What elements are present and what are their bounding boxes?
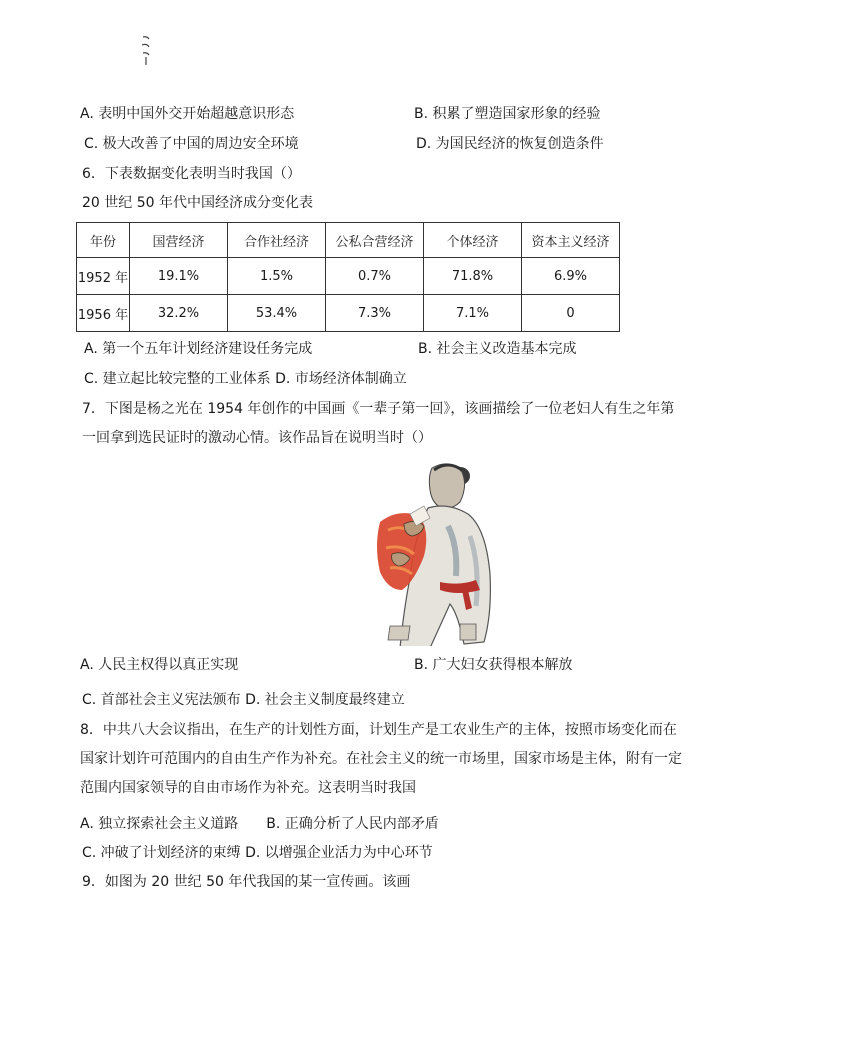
- table-cell: 1952 年: [77, 258, 130, 295]
- q5-option-a: A. 表明中国外交开始超越意识形态: [80, 106, 295, 122]
- economy-table: [76, 222, 620, 332]
- table-cell: 7.3%: [326, 295, 424, 332]
- q6-stem: 6．下表数据变化表明当时我国（）: [82, 166, 301, 182]
- q6-option-b: B. 社会主义改造基本完成: [418, 341, 577, 357]
- table-header-cell: 国营经济: [130, 223, 228, 258]
- painting-elderly-woman: [370, 456, 494, 646]
- q5-option-d: D. 为国民经济的恢复创造条件: [416, 136, 604, 152]
- table-cell: 6.9%: [522, 258, 620, 295]
- q6-table-title: 20 世纪 50 年代中国经济成分变化表: [82, 195, 313, 211]
- q5-option-b: B. 积累了塑造国家形象的经验: [414, 106, 601, 122]
- table-cell: 19.1%: [130, 258, 228, 295]
- q7-option-b: B. 广大妇女获得根本解放: [414, 657, 573, 673]
- table-header-cell: 年份: [77, 223, 130, 258]
- q7-stem-line1: 7．下图是杨之光在 1954 年创作的中国画《一辈子第一回》，该画描绘了一位老妇人有生之年第: [82, 401, 675, 417]
- table-header-row: [77, 223, 620, 258]
- q7-stem-line2: 一回拿到选民证时的激动心情。该作品旨在说明当时（）: [82, 430, 432, 446]
- table-row: [77, 295, 620, 332]
- q7-option-cd: C. 首部社会主义宪法颁布 D. 社会主义制度最终建立: [82, 692, 405, 708]
- q8-option-ab: A. 独立探索社会主义道路 B. 正确分析了人民内部矛盾: [80, 816, 439, 832]
- table-cell: 7.1%: [424, 295, 522, 332]
- table-cell: 32.2%: [130, 295, 228, 332]
- q8-stem-line1: 8．中共八大会议指出，在生产的计划性方面，计划生产是工农业生产的主体，按照市场变化而在: [80, 722, 677, 738]
- q8-stem-line3: 范围内国家领导的自由市场作为补充。这表明当时我国: [80, 780, 416, 796]
- q7-option-a: A. 人民主权得以真正实现: [80, 657, 239, 673]
- table-row: [77, 258, 620, 295]
- q5-option-c: C. 极大改善了中国的周边安全环境: [84, 136, 299, 152]
- table-cell: 1956 年: [77, 295, 130, 332]
- q6-option-cd: C. 建立起比较完整的工业体系 D. 市场经济体制确立: [84, 371, 407, 387]
- q8-option-cd: C. 冲破了计划经济的束缚 D. 以增强企业活力为中心环节: [82, 845, 433, 861]
- table-cell: 1.5%: [228, 258, 326, 295]
- table-cell: 53.4%: [228, 295, 326, 332]
- table-header-cell: 个体经济: [424, 223, 522, 258]
- table-header-cell: 资本主义经济: [522, 223, 620, 258]
- q9-stem: 9．如图为 20 世纪 50 年代我国的某一宣传画。该画: [82, 874, 411, 890]
- q6-option-a: A. 第一个五年计划经济建设任务完成: [84, 341, 313, 357]
- q8-stem-line2: 国家计划许可范围内的自由生产作为补充。在社会主义的统一市场里，国家市场是主体，附有一定: [80, 751, 682, 767]
- table-header-cell: 合作社经济: [228, 223, 326, 258]
- table-cell: 0.7%: [326, 258, 424, 295]
- table-header-cell: 公私合营经济: [326, 223, 424, 258]
- table-cell: 71.8%: [424, 258, 522, 295]
- page-mark: [140, 33, 152, 67]
- table-cell: 0: [522, 295, 620, 332]
